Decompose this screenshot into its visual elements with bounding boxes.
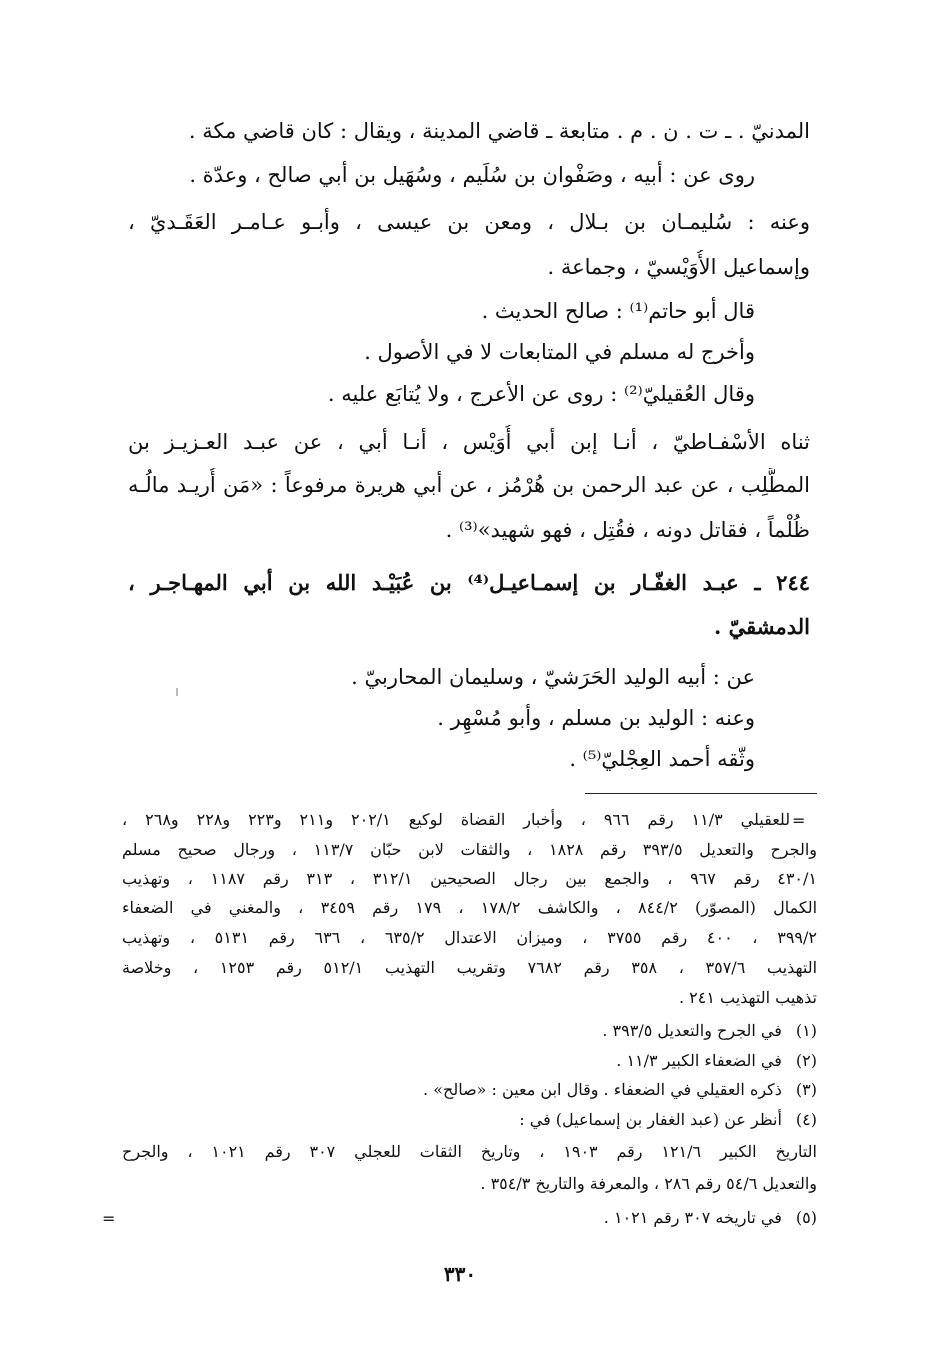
footnote-3: [122, 1076, 817, 1104]
footnote-number: (٥): [795, 1208, 817, 1227]
footnote-number: (٢): [795, 1051, 817, 1070]
footnote-number: (٤): [795, 1110, 817, 1129]
footnote-cont-line-3: ٤٣٠/١ رقم ٩٦٧ ، والجمع بين رجال الصحيحين ٣١٢/١ ، ٣١٣ رقم ١١٨٧ ، وتهذيب: [122, 869, 817, 888]
footnote-number: (١): [795, 1021, 817, 1040]
main-line-2: روى عن : أبيه ، وصَفْوان بن سُلَيم ، وسُهَيل بن أبي صالح ، وعدّة .: [189, 163, 755, 187]
main-line-14: وعنه : الوليد بن مسلم ، وأبو مُسْهِر .: [437, 706, 755, 730]
main-line-8: ثناه الأسْفـاطيّ ، أنـا إبن أبي أُوَيْس ، أنـا أبي ، عن عبـد العـزيـز بن: [128, 430, 810, 454]
main-line-9: المطَّلِب ، عن عبد الرحمن بن هُرْمُز ، عن أبي هريرة مرفوعاً : «مَن أُريـد مالُـه: [128, 473, 810, 497]
footnote-4-line-3: والتعديل ٥٤/٦ رقم ٢٨٦ ، والمعرفة والتاريخ ٣٥٤/٣ .: [480, 1174, 817, 1193]
footnote-text: في الضعفاء الكبير ١١/٣ .: [616, 1051, 782, 1070]
continues-mark: =: [102, 1209, 116, 1228]
footnote-2: [122, 1047, 817, 1075]
entry-heading-cont: الدمشقيّ .: [714, 614, 810, 639]
footnote-separator: [585, 793, 817, 794]
footnote-number: (٣): [795, 1080, 817, 1099]
main-line-13: عن : أبيه الوليد الحَرَشيّ ، وسليمان المحاربيّ .: [351, 665, 755, 689]
footnote-cont-line-2: والجرح والتعديل ٣٩٣/٥ رقم ١٨٢٨ ، والثقات لابن حبّان ١١٣/٧ ، ورجال صحيح مسلم: [122, 840, 817, 859]
page-number: ٣٣٠: [443, 1262, 477, 1286]
footnote-cont-line-4: الكمال (المصوّر) ٨٤٤/٢ ، والكاشف ١٧٨/٢ ، ١٧٩ رقم ٣٤٥٩ ، والمغني في الضعفاء: [122, 898, 817, 917]
main-line-5: قال أبو حاتم⁽¹⁾ : صالح الحديث .: [481, 299, 755, 323]
footnote-text: ذكره العقيلي في الضعفاء . وقال ابن معين : «صالح» .: [423, 1080, 782, 1099]
main-line-6: وأخرج له مسلم في المتابعات لا في الأصول .: [364, 340, 755, 364]
main-line-3: وعنه : سُليمـان بن بـلال ، ومعن بن عيسى ، وأبـو عـامـر العَقَـديّ ،: [128, 210, 810, 234]
main-line-1: المدنيّ . ـ ت . ن . م . متابعة ـ قاضي المدينة ، ويقال : كان قاضي مكة .: [188, 119, 810, 143]
footnote-cont-line-5: ٣٩٩/٢ ، ٤٠٠ رقم ٣٧٥٥ ، وميزان الاعتدال ٦٣٥/٢ ، ٦٣٦ رقم ٥١٣١ ، وتهذيب: [122, 928, 817, 947]
footnote-cont-line-1: للعقيلي ١١/٣ رقم ٩٦٦ ، وأخبار القضاة لوكيع ٢٠٢/١ و٢١١ و٢٢٣ و٢٢٨ و٢٦٨ ،: [122, 810, 790, 829]
footnote-4-line-2: التاريخ الكبير ١٢١/٦ رقم ١٩٠٣ ، وتاريخ الثقات للعجلي ٣٠٧ رقم ١٠٢١ ، والجرح: [122, 1142, 817, 1161]
footnote-1: [122, 1017, 817, 1045]
footnote-text: أنظر عن (عبد الغفار بن إسماعيل) في :: [519, 1110, 782, 1129]
footnote-4: [122, 1106, 817, 1134]
footnote-cont-line-6: التهذيب ٣٥٧/٦ ، ٣٥٨ رقم ٧٦٨٢ وتقريب التهذيب ٥١٢/١ رقم ١٢٥٣ ، وخلاصة: [122, 958, 817, 977]
main-line-10: ظُلْماً ، فقاتل دونه ، فقُتِل ، فهو شهيد»⁽³⁾ .: [445, 518, 810, 542]
continuation-mark: =: [792, 811, 806, 830]
page-speck: [176, 688, 178, 696]
footnote-text: في الجرح والتعديل ٣٩٣/٥ .: [602, 1021, 782, 1040]
main-line-7: وقال العُقيليّ⁽²⁾ : روى عن الأعرج ، ولا يُتابَع عليه .: [327, 382, 755, 406]
main-line-4: وإسماعيل الأُوَيْسيّ ، وجماعة .: [547, 255, 810, 279]
entry-heading: ٢٤٤ ـ عبـد الغفّـار بن إسمـاعيـل⁽⁴⁾ بن عُبَيْـد الله بن أبي المهـاجـر ،: [128, 570, 810, 595]
footnote-cont-line-7: تذهيب التهذيب ٢٤١ .: [678, 988, 817, 1007]
footnote-text: في تاريخه ٣٠٧ رقم ١٠٢١ .: [603, 1208, 782, 1227]
main-line-15: وثّقه أحمد العِجْليّ⁽⁵⁾ .: [569, 747, 755, 771]
footnote-5: [122, 1204, 817, 1232]
